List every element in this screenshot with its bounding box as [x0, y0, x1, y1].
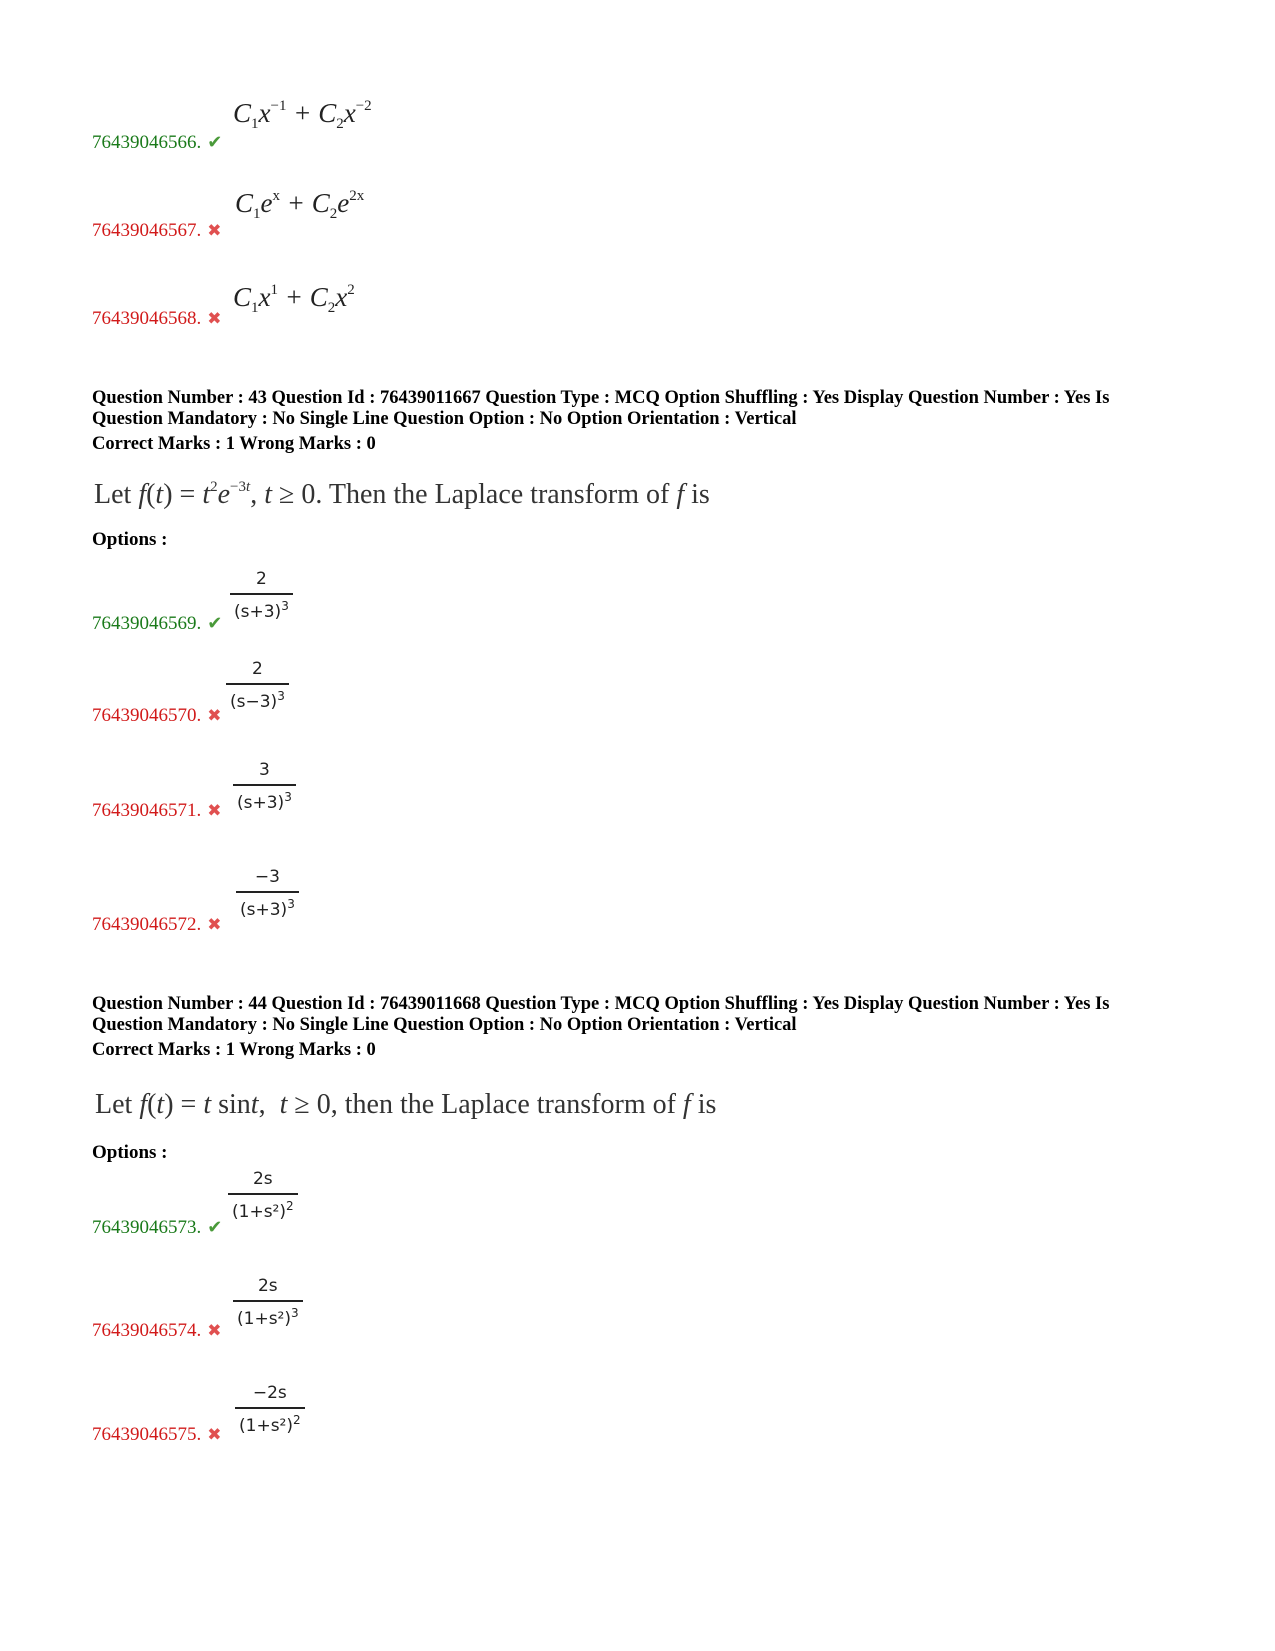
- option-id: 76439046573. ✔: [92, 1217, 223, 1238]
- option-fraction: 2 $(s+3)^3$: [230, 569, 293, 622]
- question-meta: Question Number : 44 Question Id : 76439011668 Question Type : MCQ Option Shuffling : Yes Display Question Number : Yes Is Question Mandatory : No Single Line Question Option : No Option Orientation : Vertical: [92, 994, 1110, 1035]
- option-id: 76439046568. ✖: [92, 308, 222, 329]
- option-fraction: 3 $(s+3)^3$: [233, 760, 296, 813]
- check-icon: ✔: [207, 1217, 223, 1237]
- question-marks: Correct Marks : 1 Wrong Marks : 0: [92, 1040, 376, 1060]
- option-expression: $C_1x^{-1} + C_2x^{-2}$: [233, 98, 372, 132]
- question-marks: Correct Marks : 1 Wrong Marks : 0: [92, 434, 376, 454]
- option-id: 76439046567. ✖: [92, 220, 222, 241]
- option-id: 76439046575. ✖: [92, 1424, 222, 1445]
- question-text: Let f(t) = t sint, t ≥ 0, then the Laplace transform of f is: [95, 1089, 717, 1120]
- check-icon: ✔: [207, 132, 223, 152]
- cross-icon: ✖: [207, 1425, 222, 1444]
- cross-icon: ✖: [207, 1321, 222, 1340]
- option-id: 76439046569. ✔: [92, 613, 223, 634]
- option-id: 76439046574. ✖: [92, 1320, 222, 1341]
- cross-icon: ✖: [207, 706, 222, 725]
- option-expression: $C_1x^1 + C_2x^2$: [233, 282, 355, 316]
- options-label: Options :: [92, 1142, 168, 1163]
- option-id: 76439046571. ✖: [92, 800, 222, 821]
- option-fraction: −2s $(1+s^2)^2$: [235, 1383, 305, 1436]
- question-text: Let $f(t) = t^2e^{-3t}$, t ≥ 0. Then the Laplace transform of f is: [94, 479, 710, 510]
- cross-icon: ✖: [207, 915, 222, 934]
- cross-icon: ✖: [207, 221, 222, 240]
- question-meta: Question Number : 43 Question Id : 76439011667 Question Type : MCQ Option Shuffling : Yes Display Question Number : Yes Is Question Mandatory : No Single Line Question Option : No Option Orientation : Vertical: [92, 388, 1110, 429]
- option-id: 76439046570. ✖: [92, 705, 222, 726]
- option-id: 76439046566. ✔: [92, 132, 223, 153]
- cross-icon: ✖: [207, 801, 222, 820]
- options-label: Options :: [92, 529, 168, 550]
- cross-icon: ✖: [207, 309, 222, 328]
- option-fraction: −3 $(s+3)^3$: [236, 867, 299, 920]
- option-id: 76439046572. ✖: [92, 914, 222, 935]
- option-fraction: 2s $(1+s^2)^3$: [233, 1276, 303, 1329]
- option-fraction: 2 $(s-3)^3$: [226, 659, 289, 712]
- check-icon: ✔: [207, 613, 223, 633]
- option-expression: $C_1e^x + C_2e^{2x}$: [235, 188, 365, 222]
- option-fraction: 2s $(1+s^2)^2$: [228, 1169, 298, 1222]
